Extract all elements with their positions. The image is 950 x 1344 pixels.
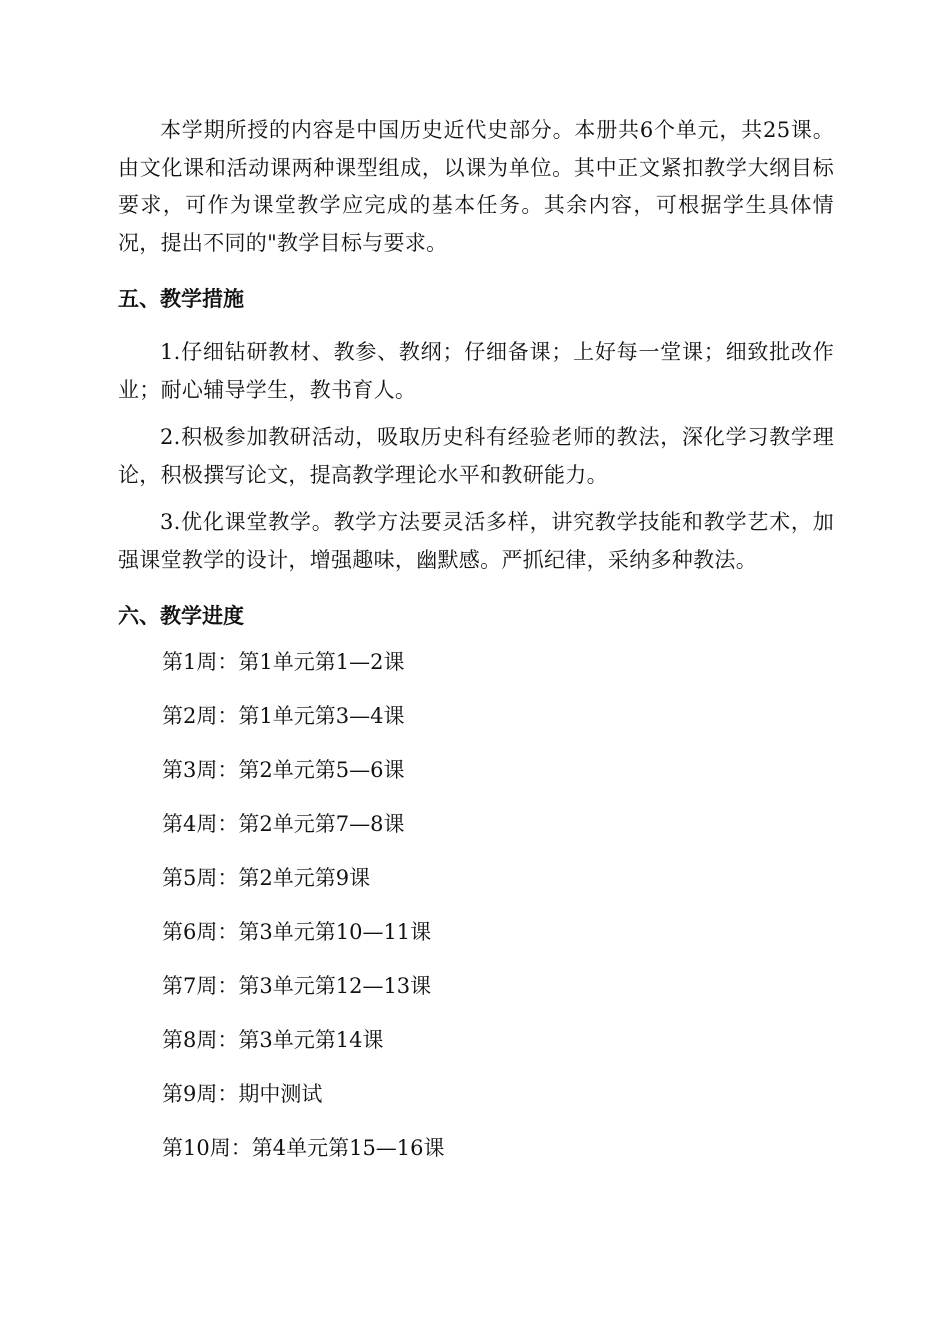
schedule-week-10: 第10周：第4单元第15—16课 [162, 1136, 445, 1160]
schedule-week-9: 第9周：期中测试 [162, 1082, 323, 1106]
schedule-week-7: 第7周：第3单元第12—13课 [162, 974, 432, 998]
document-page [118, 112, 834, 1187]
schedule-week-2: 第2周：第1单元第3—4课 [162, 704, 405, 728]
measure-item-1: 1.仔细钻研教材、教参、教纲；仔细备课；上好每一堂课；细致批改作业；耐心辅导学生，教书育人。 [118, 340, 834, 402]
schedule-week-8: 第8周：第3单元第14课 [162, 1028, 384, 1052]
schedule-week-6: 第6周：第3单元第10—11课 [162, 920, 432, 944]
intro-paragraph: 本学期所授的内容是中国历史近代史部分。本册共6个单元，共25课。由文化课和活动课两种课型组成，以课为单位。其中正文紧扣教学大纲目标要求，可作为课堂教学应完成的基本任务。其余内容，可根据学生具体情况，提出不同的"教学目标与要求。 [118, 118, 834, 255]
schedule-list [118, 647, 834, 1187]
schedule-week-1: 第1周：第1单元第1—2课 [162, 650, 405, 674]
measure-item-2: 2.积极参加教研活动，吸取历史科有经验老师的教法，深化学习教学理论，积极撰写论文，提高教学理论水平和教研能力。 [118, 425, 834, 487]
measure-item-3: 3.优化课堂教学。教学方法要灵活多样，讲究教学技能和教学艺术，加强课堂教学的设计，增强趣味，幽默感。严抓纪律，采纳多种教法。 [118, 510, 834, 572]
section-heading-teaching-schedule: 六、教学进度 [118, 604, 244, 628]
schedule-week-5: 第5周：第2单元第9课 [162, 866, 371, 890]
schedule-week-4: 第4周：第2单元第7—8课 [162, 812, 405, 836]
schedule-week-3: 第3周：第2单元第5—6课 [162, 758, 405, 782]
section-heading-teaching-measures: 五、教学措施 [118, 287, 244, 311]
